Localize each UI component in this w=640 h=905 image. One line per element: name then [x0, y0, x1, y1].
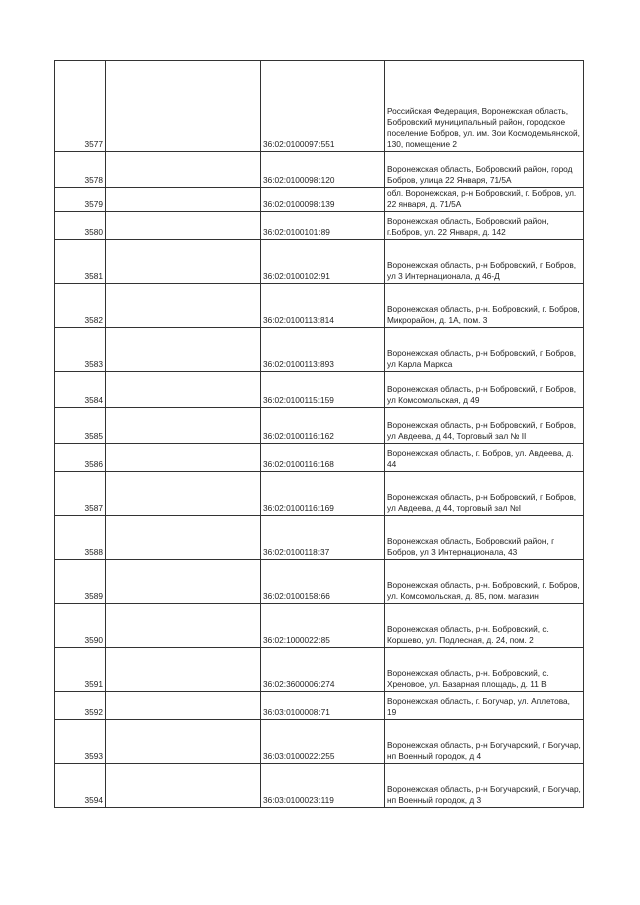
table-row — [55, 516, 584, 560]
empty-cell — [106, 240, 261, 284]
table-row — [55, 604, 584, 648]
cadastral-number-cell: 36:02:0100102:91 — [261, 240, 385, 284]
address-cell: Воронежская область, р-н Бобровский, г Бобров, ул Авдеева, д 44, Торговый зал № II — [385, 408, 584, 444]
row-number-cell: 3583 — [55, 328, 106, 372]
cadastral-number-cell: 36:02:0100158:66 — [261, 560, 385, 604]
address-cell: Воронежская область, р-н Бобровский, г Бобров, ул Комсомольская, д 49 — [385, 372, 584, 408]
row-number-cell: 3592 — [55, 692, 106, 720]
table-row — [55, 152, 584, 188]
cadastral-number-cell: 36:02:0100115:159 — [261, 372, 385, 408]
address-cell: Воронежская область, р-н Богучарский, г Богучар, нп Военный городок, д 3 — [385, 764, 584, 808]
cadastral-number-cell: 36:02:1000022:85 — [261, 604, 385, 648]
empty-cell — [106, 764, 261, 808]
row-number-cell: 3586 — [55, 444, 106, 472]
row-number-cell: 3585 — [55, 408, 106, 444]
empty-cell — [106, 408, 261, 444]
address-cell: Воронежская область, р-н Бобровский, г Бобров, ул Авдеева, д 44, торговый зал №I — [385, 472, 584, 516]
table-row — [55, 408, 584, 444]
row-number-cell: 3587 — [55, 472, 106, 516]
address-cell: Воронежская область, Бобровский район, город Бобров, улица 22 Января, 71/5А — [385, 152, 584, 188]
cadastral-number-cell: 36:02:3600006:274 — [261, 648, 385, 692]
empty-cell — [106, 152, 261, 188]
address-cell: Воронежская область, р-н. Бобровский, с. Коршево, ул. Подлесная, д. 24, пом. 2 — [385, 604, 584, 648]
table-row — [55, 444, 584, 472]
row-number-cell: 3584 — [55, 372, 106, 408]
table-row — [55, 284, 584, 328]
row-number-cell: 3580 — [55, 212, 106, 240]
address-cell: Воронежская область, г. Бобров, ул. Авдеева, д. 44 — [385, 444, 584, 472]
cadastral-number-cell: 36:03:0100022:255 — [261, 720, 385, 764]
table-row — [55, 472, 584, 516]
cadastral-number-cell: 36:02:0100116:162 — [261, 408, 385, 444]
empty-cell — [106, 604, 261, 648]
empty-cell — [106, 516, 261, 560]
registry-body — [55, 61, 584, 808]
address-cell: Воронежская область, р-н. Бобровский, с. Хреновое, ул. Базарная площадь, д. 11 В — [385, 648, 584, 692]
cadastral-number-cell: 36:02:0100116:168 — [261, 444, 385, 472]
cadastral-number-cell: 36:02:0100113:893 — [261, 328, 385, 372]
address-cell: Воронежская область, Бобровский район, г Бобров, ул 3 Интернационала, 43 — [385, 516, 584, 560]
row-number-cell: 3581 — [55, 240, 106, 284]
empty-cell — [106, 61, 261, 152]
table-row — [55, 764, 584, 808]
row-number-cell: 3591 — [55, 648, 106, 692]
row-number-cell: 3578 — [55, 152, 106, 188]
table-row — [55, 372, 584, 408]
address-cell: Воронежская область, р-н Бобровский, г Бобров, ул Карла Маркса — [385, 328, 584, 372]
table-row — [55, 61, 584, 152]
empty-cell — [106, 444, 261, 472]
empty-cell — [106, 212, 261, 240]
table-row — [55, 212, 584, 240]
empty-cell — [106, 328, 261, 372]
table-row — [55, 328, 584, 372]
cadastral-number-cell: 36:02:0100118:37 — [261, 516, 385, 560]
row-number-cell: 3589 — [55, 560, 106, 604]
address-cell: Воронежская область, р-н Богучарский, г Богучар, нп Военный городок, д 4 — [385, 720, 584, 764]
row-number-cell: 3588 — [55, 516, 106, 560]
empty-cell — [106, 284, 261, 328]
address-cell: обл. Воронежская, р-н Бобровский, г. Бобров, ул. 22 января, д. 71/5А — [385, 188, 584, 212]
cadastral-number-cell: 36:02:0100098:120 — [261, 152, 385, 188]
row-number-cell: 3582 — [55, 284, 106, 328]
empty-cell — [106, 372, 261, 408]
table-row — [55, 720, 584, 764]
table-row — [55, 240, 584, 284]
empty-cell — [106, 188, 261, 212]
property-registry-table — [54, 60, 584, 808]
table-row — [55, 560, 584, 604]
cadastral-number-cell: 36:02:0100113:814 — [261, 284, 385, 328]
address-cell: Воронежская область, р-н Бобровский, г Бобров, ул 3 Интернационала, д 46-Д — [385, 240, 584, 284]
cadastral-number-cell: 36:02:0100116:169 — [261, 472, 385, 516]
empty-cell — [106, 720, 261, 764]
row-number-cell: 3579 — [55, 188, 106, 212]
address-cell: Воронежская область, г. Богучар, ул. Аплетова, 19 — [385, 692, 584, 720]
address-cell: Российская Федерация, Воронежская область, Бобровский муниципальный район, городское поселение Бобров, ул. им. Зои Космодемьянской, 130, помещение 2 — [385, 61, 584, 152]
cadastral-number-cell: 36:02:0100098:139 — [261, 188, 385, 212]
row-number-cell: 3594 — [55, 764, 106, 808]
row-number-cell: 3590 — [55, 604, 106, 648]
cadastral-number-cell: 36:02:0100097:551 — [261, 61, 385, 152]
table-row — [55, 188, 584, 212]
address-cell: Воронежская область, Бобровский район, г.Бобров, ул. 22 Января, д. 142 — [385, 212, 584, 240]
address-cell: Воронежская область, р-н. Бобровский, г. Бобров, Микрорайон, д. 1А, пом. 3 — [385, 284, 584, 328]
row-number-cell: 3577 — [55, 61, 106, 152]
empty-cell — [106, 560, 261, 604]
table-row — [55, 648, 584, 692]
row-number-cell: 3593 — [55, 720, 106, 764]
table-row — [55, 692, 584, 720]
empty-cell — [106, 472, 261, 516]
cadastral-number-cell: 36:03:0100008:71 — [261, 692, 385, 720]
cadastral-number-cell: 36:03:0100023:119 — [261, 764, 385, 808]
address-cell: Воронежская область, р-н. Бобровский, г. Бобров, ул. Комсомольская, д. 85, пом. магазин — [385, 560, 584, 604]
cadastral-number-cell: 36:02:0100101:89 — [261, 212, 385, 240]
empty-cell — [106, 648, 261, 692]
empty-cell — [106, 692, 261, 720]
